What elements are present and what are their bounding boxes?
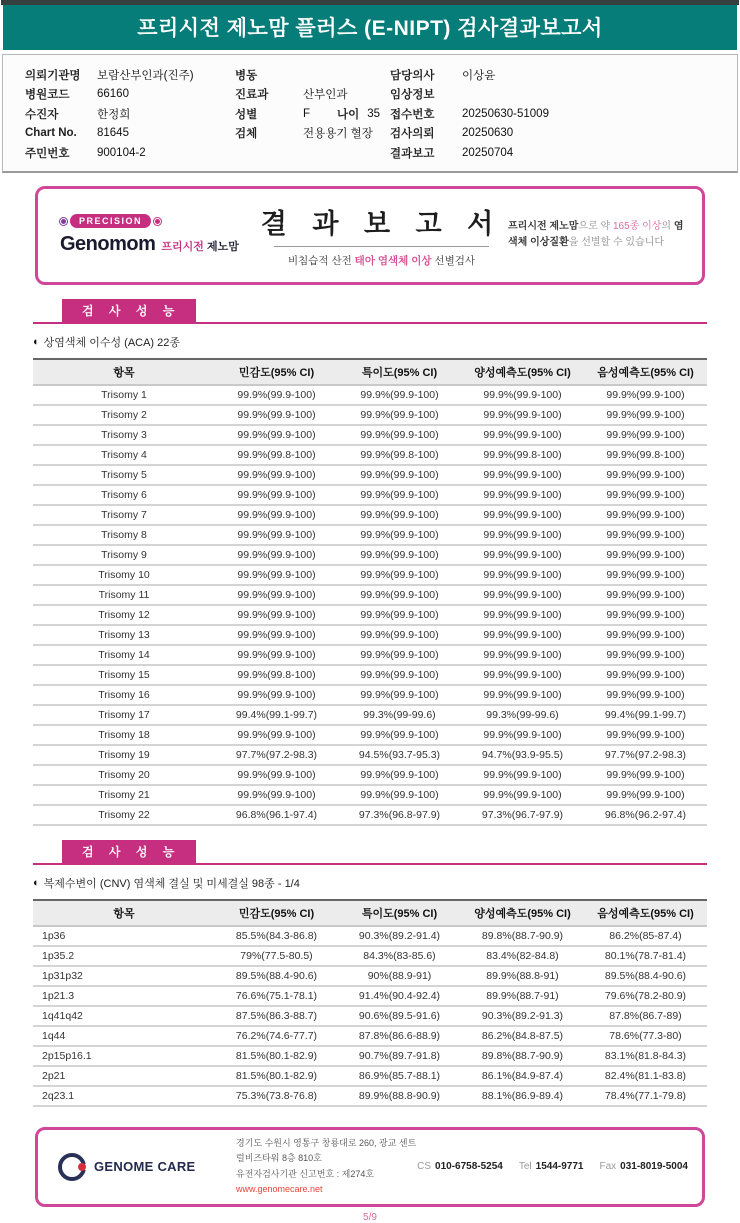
item-cell: Trisomy 22 [33, 805, 215, 825]
value-cell: 99.9%(99.8-100) [461, 445, 584, 465]
field-label: 담당의사 [390, 69, 435, 82]
item-cell: 2q23.1 [33, 1086, 215, 1106]
column-header: 민감도(95% CI) [215, 359, 338, 385]
item-cell: Trisomy 20 [33, 765, 215, 785]
result-report-subtitle: 비침습적 산전 태아 염색체 이상 선별검사 [287, 255, 476, 267]
value-cell: 99.9%(99.9-100) [338, 725, 461, 745]
value-cell: 94.5%(93.7-95.3) [338, 745, 461, 765]
value-cell: 99.9%(99.9-100) [215, 605, 338, 625]
genome-care-logo-text: GENOME CARE [94, 1159, 196, 1174]
aca-performance-table [33, 358, 707, 826]
item-cell: 1p35.2 [33, 946, 215, 966]
value-cell: 99.9%(99.8-100) [215, 445, 338, 465]
report-title-banner [3, 5, 737, 50]
table-row [33, 645, 707, 665]
field-label: 수진자 [25, 108, 59, 121]
value-cell: 99.9%(99.9-100) [215, 405, 338, 425]
value-cell: 88.1%(86.9-89.4) [461, 1086, 584, 1106]
item-cell: 1p36 [33, 926, 215, 946]
value-cell: 99.9%(99.9-100) [215, 425, 338, 445]
column-header: 음성예측도(95% CI) [584, 359, 707, 385]
patient-info-col1 [25, 65, 235, 163]
value-cell: 91.4%(90.4-92.4) [338, 986, 461, 1006]
fax-label: Fax [599, 1161, 617, 1172]
table-row [33, 585, 707, 605]
item-cell: 1p21.3 [33, 986, 215, 1006]
value-cell: 99.9%(99.9-100) [461, 685, 584, 705]
value-cell: 78.4%(77.1-79.8) [584, 1086, 707, 1106]
field-label: 검체 [235, 128, 258, 141]
section-2-title: 검 사 성 능 [62, 840, 196, 863]
item-cell: Trisomy 3 [33, 425, 215, 445]
value-cell: 86.2%(84.8-87.5) [461, 1026, 584, 1046]
column-header: 민감도(95% CI) [215, 900, 338, 926]
value-cell: 99.9%(99.9-100) [461, 465, 584, 485]
value-cell: 84.3%(83-85.6) [338, 946, 461, 966]
item-cell: Trisomy 8 [33, 525, 215, 545]
value-cell: 99.9%(99.9-100) [338, 405, 461, 425]
table-row [33, 685, 707, 705]
value-cell: 89.9%(88.7-91) [461, 986, 584, 1006]
value-cell: 90.3%(89.2-91.3) [461, 1006, 584, 1026]
value-cell: 97.7%(97.2-98.3) [584, 745, 707, 765]
brand-sub-dark: 제노맘 [206, 241, 239, 253]
field-value: 900104-2 [97, 146, 146, 159]
table-header-row [33, 900, 707, 926]
field-label: 성별 [235, 108, 258, 121]
value-cell: 99.9%(99.9-100) [215, 385, 338, 405]
website-link[interactable]: www.genomecare.net [236, 1183, 323, 1194]
column-header: 항목 [33, 900, 215, 926]
section-1-header [33, 299, 707, 324]
value-cell: 99.9%(99.9-100) [215, 485, 338, 505]
value-cell: 99.9%(99.9-100) [338, 525, 461, 545]
brand-sub-magenta: 프리시전 [161, 241, 204, 253]
table-row [33, 745, 707, 765]
cnv-performance-table [33, 899, 707, 1107]
value-cell: 99.9%(99.9-100) [461, 785, 584, 805]
value-cell: 99.4%(99.1-99.7) [215, 705, 338, 725]
value-cell: 99.9%(99.9-100) [338, 685, 461, 705]
value-cell: 89.5%(88.4-90.6) [215, 966, 338, 986]
result-report-header-box [35, 186, 705, 285]
value-cell: 99.9%(99.9-100) [461, 765, 584, 785]
item-cell: Trisomy 6 [33, 485, 215, 505]
footer-box [35, 1127, 705, 1207]
field-label: 임상정보 [390, 89, 435, 102]
field-label: 병동 [235, 69, 258, 82]
value-cell: 99.9%(99.9-100) [338, 565, 461, 585]
table-row [33, 1026, 707, 1046]
value-cell: 89.9%(88.8-91) [461, 966, 584, 986]
value-cell: 99.9%(99.9-100) [338, 465, 461, 485]
value-cell: 99.9%(99.9-100) [215, 545, 338, 565]
value-cell: 99.9%(99.9-100) [584, 505, 707, 525]
value-cell: 99.9%(99.8-100) [584, 445, 707, 465]
column-header: 양성예측도(95% CI) [461, 900, 584, 926]
half-circle-icon: ◐ [33, 876, 40, 889]
item-cell: Trisomy 9 [33, 545, 215, 565]
value-cell: 99.4%(99.1-99.7) [584, 705, 707, 725]
value-cell: 99.9%(99.9-100) [215, 625, 338, 645]
value-cell: 99.9%(99.9-100) [338, 585, 461, 605]
field-label: 접수번호 [390, 108, 435, 121]
value-cell: 90.7%(89.7-91.8) [338, 1046, 461, 1066]
value-cell: 97.7%(97.2-98.3) [215, 745, 338, 765]
brand-wordmark: Genomom [60, 233, 156, 255]
screening-description: 프리시전 제노맘으로 약 165종 이상의 염색체 이상질환을 선별할 수 있습니다 [508, 220, 684, 248]
title-divider [274, 246, 489, 247]
field-value: 20250704 [462, 146, 514, 159]
section-1-subtitle: ◐ 상염색체 이수성 (ACA) 22종 [33, 335, 181, 349]
value-cell: 99.9%(99.9-100) [584, 785, 707, 805]
field-label: Chart No. [25, 127, 77, 140]
section-2-subtitle: ◐ 복제수변이 (CNV) 염색체 결실 및 미세결실 98종 - 1/4 [33, 876, 300, 890]
value-cell: 99.9%(99.9-100) [215, 465, 338, 485]
address-line-2: 유전자검사기관 신고번호 : 제274호 [236, 1168, 375, 1179]
value-cell: 99.9%(99.9-100) [461, 665, 584, 685]
genome-care-logo [58, 1153, 236, 1181]
value-cell: 90.6%(89.5-91.6) [338, 1006, 461, 1026]
value-cell: 99.9%(99.9-100) [584, 665, 707, 685]
table-row [33, 1046, 707, 1066]
fax-number: 031-8019-5004 [620, 1161, 688, 1172]
item-cell: Trisomy 1 [33, 385, 215, 405]
field-value: 81645 [97, 127, 129, 140]
value-cell: 99.9%(99.9-100) [338, 425, 461, 445]
precision-badge: PRECISION [70, 214, 151, 228]
value-cell: 99.9%(99.9-100) [584, 765, 707, 785]
table-row [33, 565, 707, 585]
value-cell: 76.6%(75.1-78.1) [215, 986, 338, 1006]
value-cell: 99.9%(99.9-100) [584, 545, 707, 565]
value-cell: 82.4%(81.1-83.8) [584, 1066, 707, 1086]
table-row [33, 385, 707, 405]
column-header: 양성예측도(95% CI) [461, 359, 584, 385]
column-header: 음성예측도(95% CI) [584, 900, 707, 926]
value-cell: 99.9%(99.9-100) [461, 725, 584, 745]
value-cell: 78.6%(77.3-80) [584, 1026, 707, 1046]
value-cell: 99.9%(99.9-100) [584, 565, 707, 585]
value-cell: 99.9%(99.9-100) [215, 725, 338, 745]
value-cell: 99.9%(99.8-100) [215, 665, 338, 685]
value-cell: 99.9%(99.9-100) [338, 785, 461, 805]
field-label: 주민번호 [25, 147, 70, 160]
value-cell: 99.3%(99-99.6) [338, 705, 461, 725]
patient-info-box [2, 54, 738, 173]
field-value: 보람산부인과(진주) [97, 69, 194, 82]
item-cell: Trisomy 17 [33, 705, 215, 725]
genome-care-g-icon [58, 1153, 86, 1181]
column-header: 항목 [33, 359, 215, 385]
item-cell: Trisomy 16 [33, 685, 215, 705]
section-2-header [33, 840, 707, 865]
table-row [33, 465, 707, 485]
value-cell: 96.8%(96.1-97.4) [215, 805, 338, 825]
field-value: 전용용기 혈장 [303, 128, 373, 141]
value-cell: 81.5%(80.1-82.9) [215, 1066, 338, 1086]
value-cell: 99.9%(99.9-100) [584, 645, 707, 665]
value-cell: 99.9%(99.9-100) [584, 405, 707, 425]
item-cell: 2p21 [33, 1066, 215, 1086]
table-row [33, 1086, 707, 1106]
value-cell: 99.9%(99.9-100) [461, 585, 584, 605]
table-row [33, 445, 707, 465]
field-value: 35 [367, 107, 381, 120]
value-cell: 99.9%(99.9-100) [215, 785, 338, 805]
table-header-row [33, 359, 707, 385]
table-row [33, 1066, 707, 1086]
item-cell: Trisomy 2 [33, 405, 215, 425]
item-cell: Trisomy 4 [33, 445, 215, 465]
value-cell: 99.9%(99.9-100) [461, 425, 584, 445]
table-row [33, 926, 707, 946]
value-cell: 80.1%(78.7-81.4) [584, 946, 707, 966]
field-label: 진료과 [235, 89, 269, 102]
value-cell: 81.5%(80.1-82.9) [215, 1046, 338, 1066]
item-cell: Trisomy 12 [33, 605, 215, 625]
item-cell: Trisomy 19 [33, 745, 215, 765]
table-header [33, 359, 707, 385]
field-value: 66160 [97, 88, 129, 101]
table-row [33, 725, 707, 745]
field-value: 이상윤 [462, 69, 496, 82]
result-report-title: 결 과 보 고 서 [260, 209, 503, 239]
item-cell: Trisomy 14 [33, 645, 215, 665]
table-row [33, 525, 707, 545]
value-cell: 99.9%(99.9-100) [215, 525, 338, 545]
genomom-logo [60, 214, 255, 256]
value-cell: 79%(77.5-80.5) [215, 946, 338, 966]
value-cell: 86.9%(85.7-88.1) [338, 1066, 461, 1086]
value-cell: 99.9%(99.9-100) [215, 565, 338, 585]
value-cell: 89.5%(88.4-90.6) [584, 966, 707, 986]
value-cell: 99.9%(99.9-100) [461, 525, 584, 545]
value-cell: 99.9%(99.9-100) [215, 645, 338, 665]
tel-label: Tel [518, 1161, 532, 1172]
value-cell: 90%(88.9-91) [338, 966, 461, 986]
value-cell: 99.9%(99.9-100) [584, 685, 707, 705]
value-cell: 99.9%(99.9-100) [461, 405, 584, 425]
item-cell: Trisomy 15 [33, 665, 215, 685]
value-cell: 87.5%(86.3-88.7) [215, 1006, 338, 1026]
value-cell: 99.9%(99.9-100) [584, 425, 707, 445]
tel-number: 1544-9771 [535, 1161, 584, 1172]
value-cell: 96.8%(96.2-97.4) [584, 805, 707, 825]
field-value: F [303, 107, 311, 120]
value-cell: 97.3%(96.7-97.9) [461, 805, 584, 825]
value-cell: 89.8%(88.7-90.9) [461, 1046, 584, 1066]
value-cell: 99.9%(99.9-100) [338, 625, 461, 645]
value-cell: 99.9%(99.9-100) [461, 505, 584, 525]
table-header [33, 900, 707, 926]
value-cell: 99.9%(99.9-100) [461, 485, 584, 505]
value-cell: 99.9%(99.9-100) [338, 485, 461, 505]
table-row [33, 545, 707, 565]
value-cell: 99.9%(99.9-100) [584, 465, 707, 485]
table-row [33, 605, 707, 625]
item-cell: Trisomy 18 [33, 725, 215, 745]
value-cell: 99.9%(99.9-100) [584, 525, 707, 545]
value-cell: 99.9%(99.9-100) [584, 385, 707, 405]
value-cell: 99.9%(99.9-100) [215, 685, 338, 705]
table-row [33, 505, 707, 525]
value-cell: 99.9%(99.9-100) [461, 625, 584, 645]
value-cell: 76.2%(74.6-77.7) [215, 1026, 338, 1046]
item-cell: Trisomy 5 [33, 465, 215, 485]
item-cell: Trisomy 21 [33, 785, 215, 805]
value-cell: 99.9%(99.9-100) [338, 545, 461, 565]
table-row [33, 665, 707, 685]
value-cell: 99.9%(99.9-100) [338, 765, 461, 785]
value-cell: 83.4%(82-84.8) [461, 946, 584, 966]
table-row [33, 946, 707, 966]
value-cell: 99.3%(99-99.6) [461, 705, 584, 725]
value-cell: 89.9%(88.8-90.9) [338, 1086, 461, 1106]
item-cell: Trisomy 7 [33, 505, 215, 525]
item-cell: 1q41q42 [33, 1006, 215, 1026]
field-label: 병원코드 [25, 89, 70, 102]
table-row [33, 485, 707, 505]
item-cell: Trisomy 10 [33, 565, 215, 585]
value-cell: 99.9%(99.9-100) [461, 385, 584, 405]
table-row [33, 805, 707, 825]
value-cell: 99.9%(99.9-100) [461, 605, 584, 625]
value-cell: 99.9%(99.9-100) [584, 485, 707, 505]
value-cell: 99.9%(99.9-100) [338, 605, 461, 625]
value-cell: 85.5%(84.3-86.8) [215, 926, 338, 946]
page-number: 5/9 [363, 1211, 377, 1223]
table-row [33, 405, 707, 425]
item-cell: 2p15p16.1 [33, 1046, 215, 1066]
badge-dot-right-icon [154, 218, 161, 225]
value-cell: 83.1%(81.8-84.3) [584, 1046, 707, 1066]
table-row [33, 765, 707, 785]
value-cell: 99.9%(99.9-100) [584, 585, 707, 605]
column-header: 특이도(95% CI) [338, 359, 461, 385]
table-row [33, 705, 707, 725]
field-label: 의뢰기관명 [25, 69, 81, 82]
field-label: 나이 [337, 108, 360, 121]
value-cell: 99.9%(99.9-100) [338, 665, 461, 685]
value-cell: 87.8%(86.7-89) [584, 1006, 707, 1026]
cs-number: 010-6758-5254 [435, 1161, 503, 1172]
field-value: 한정희 [97, 108, 131, 121]
value-cell: 99.9%(99.9-100) [338, 385, 461, 405]
value-cell: 99.9%(99.9-100) [461, 565, 584, 585]
report-title: 프리시전 제노맘 플러스 (E-NIPT) 검사결과보고서 [137, 17, 603, 40]
badge-dot-left-icon [60, 218, 67, 225]
item-cell: 1p31p32 [33, 966, 215, 986]
value-cell: 99.9%(99.9-100) [338, 505, 461, 525]
table-row [33, 625, 707, 645]
value-cell: 99.9%(99.9-100) [215, 585, 338, 605]
section-1-title: 검 사 성 능 [62, 299, 196, 322]
value-cell: 86.2%(85-87.4) [584, 926, 707, 946]
item-cell: Trisomy 11 [33, 585, 215, 605]
value-cell: 86.1%(84.9-87.4) [461, 1066, 584, 1086]
value-cell: 90.3%(89.2-91.4) [338, 926, 461, 946]
item-cell: Trisomy 13 [33, 625, 215, 645]
value-cell: 99.9%(99.9-100) [338, 645, 461, 665]
column-header: 특이도(95% CI) [338, 900, 461, 926]
address-line-1: 경기도 수원시 영통구 창룡대로 260, 광교 센트럴비즈타워 8층 810호 [236, 1137, 417, 1164]
value-cell: 99.9%(99.9-100) [584, 625, 707, 645]
patient-info-col3 [390, 65, 737, 163]
field-label: 검사의뢰 [390, 128, 435, 141]
value-cell: 99.9%(99.9-100) [584, 605, 707, 625]
patient-info-col2 [235, 65, 390, 163]
table-row [33, 986, 707, 1006]
value-cell: 79.6%(78.2-80.9) [584, 986, 707, 1006]
field-value: 20250630 [462, 127, 514, 140]
value-cell: 89.8%(88.7-90.9) [461, 926, 584, 946]
value-cell: 99.9%(99.8-100) [338, 445, 461, 465]
table-row [33, 785, 707, 805]
value-cell: 97.3%(96.8-97.9) [338, 805, 461, 825]
value-cell: 75.3%(73.8-76.8) [215, 1086, 338, 1106]
table-row [33, 966, 707, 986]
value-cell: 87.8%(86.6-88.9) [338, 1026, 461, 1046]
value-cell: 99.9%(99.9-100) [461, 645, 584, 665]
value-cell: 94.7%(93.9-95.5) [461, 745, 584, 765]
footer-address [236, 1136, 417, 1197]
field-value: 산부인과 [303, 89, 348, 102]
half-circle-icon: ◐ [33, 335, 40, 348]
value-cell: 99.9%(99.9-100) [215, 505, 338, 525]
value-cell: 99.9%(99.9-100) [461, 545, 584, 565]
value-cell: 99.9%(99.9-100) [215, 765, 338, 785]
item-cell: 1q44 [33, 1026, 215, 1046]
table-row [33, 425, 707, 445]
value-cell: 99.9%(99.9-100) [584, 725, 707, 745]
field-label: 결과보고 [390, 147, 435, 160]
cs-label: CS [417, 1161, 432, 1172]
table-row [33, 1006, 707, 1026]
footer-contacts [417, 1161, 688, 1172]
field-value: 20250630-51009 [462, 107, 549, 120]
